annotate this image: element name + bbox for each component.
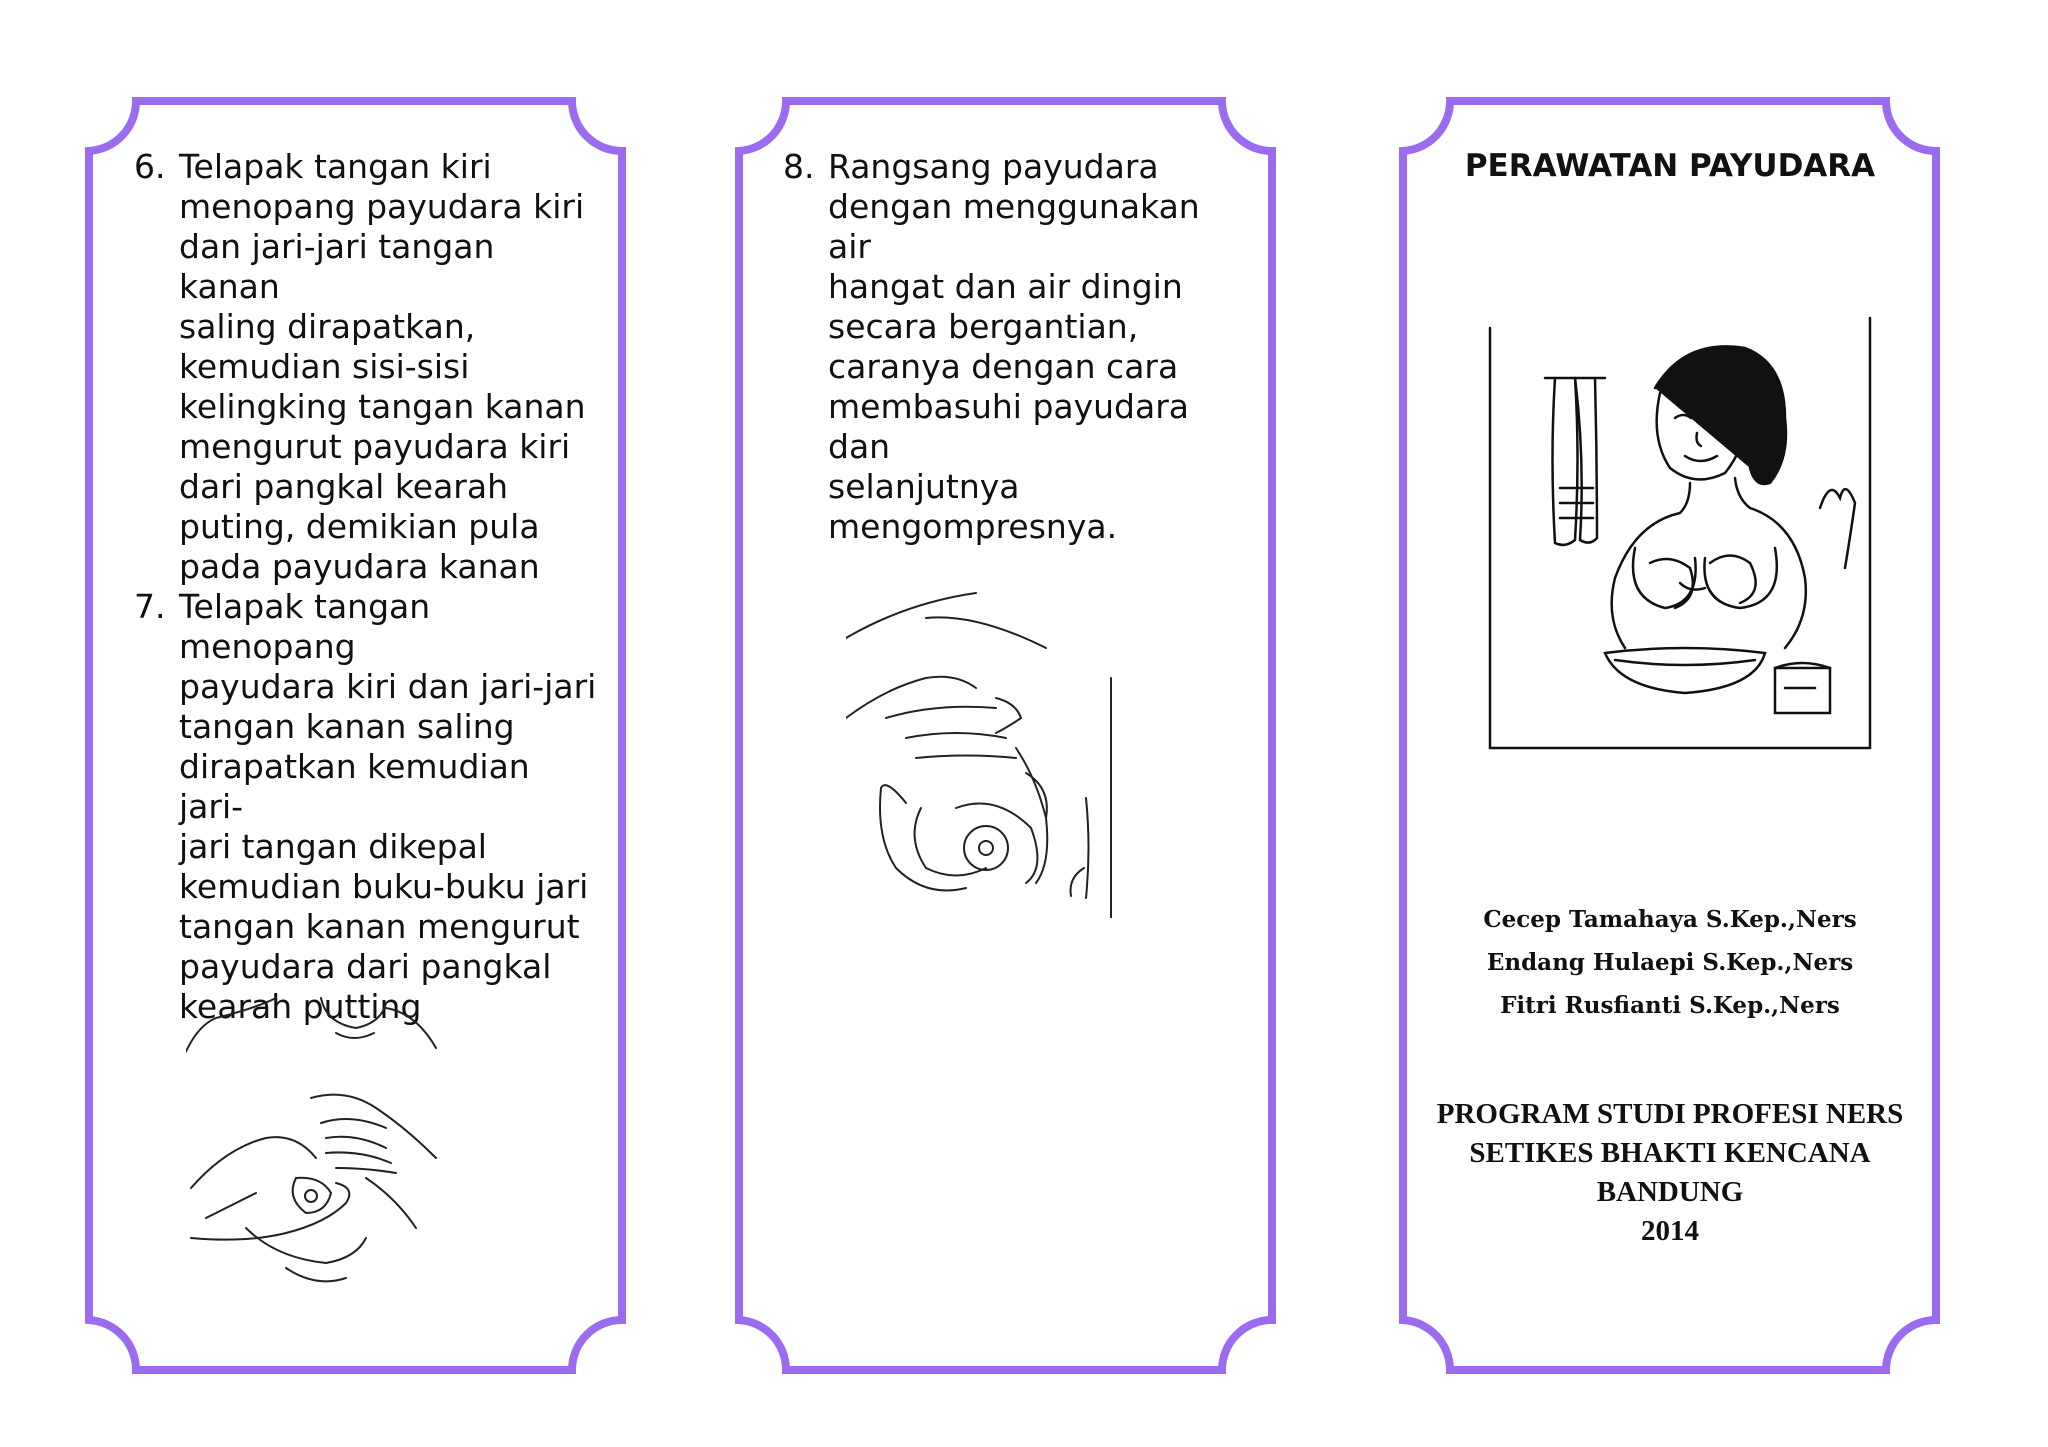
- step-line: tangan kanan mengurut: [179, 907, 580, 946]
- step-number: 8.: [783, 147, 815, 186]
- program-info: [1400, 1095, 1940, 1251]
- steps-list: [134, 147, 604, 1027]
- author-name: Cecep Tamahaya S.Kep.,Ners: [1483, 906, 1857, 933]
- step-line: mengompresnya.: [828, 507, 1118, 546]
- step-line: kemudian sisi-sisi: [179, 347, 470, 386]
- step-line: mengurut payudara kiri: [179, 427, 571, 466]
- step-line: dirapatkan kemudian jari-: [179, 747, 530, 826]
- step-line: kearah putting: [179, 987, 422, 1026]
- breast-washing-illustration: [846, 578, 1166, 918]
- step-line: kelingking tangan kanan: [179, 387, 586, 426]
- step-line: menopang payudara kiri: [179, 187, 585, 226]
- panel-steps-6-7: [86, 98, 626, 1373]
- step-line: dan jari-jari tangan kanan: [179, 227, 495, 306]
- step-line: tangan kanan saling: [179, 707, 515, 746]
- step-line: payudara dari pangkal: [179, 947, 552, 986]
- step-line: puting, demikian pula: [179, 507, 540, 546]
- step-line: Telapak tangan menopang: [179, 587, 431, 666]
- program-line: PROGRAM STUDI PROFESI NERS: [1436, 1098, 1904, 1130]
- step-line: jari tangan dikepal: [179, 827, 487, 866]
- step-number: 7.: [134, 587, 166, 626]
- step-line: dari pangkal kearah: [179, 467, 509, 506]
- step-line: kemudian buku-buku jari: [179, 867, 589, 906]
- step-line: hangat dan air dingin: [828, 267, 1183, 306]
- steps-list: [783, 147, 1253, 547]
- brochure-title: PERAWATAN PAYUDARA: [1464, 148, 1876, 184]
- step-8: [783, 147, 1253, 547]
- program-line: 2014: [1641, 1215, 1699, 1247]
- step-line: membasuhi payudara dan: [828, 387, 1190, 466]
- breast-massage-knuckles-illustration: [186, 988, 506, 1348]
- program-line: SETIKES BHAKTI KENCANA: [1469, 1137, 1871, 1169]
- author-name: Endang Hulaepi S.Kep.,Ners: [1486, 949, 1854, 976]
- step-line: saling dirapatkan,: [179, 307, 476, 346]
- step-line: secara bergantian,: [828, 307, 1139, 346]
- author-name: Fitri Rusfianti S.Kep.,Ners: [1500, 992, 1840, 1019]
- program-line: BANDUNG: [1596, 1176, 1744, 1208]
- step-line: Rangsang payudara: [828, 147, 1159, 186]
- panel-cover: [1400, 98, 1940, 1373]
- step-line: dengan menggunakan air: [828, 187, 1200, 266]
- step-line: pada payudara kanan: [179, 547, 540, 586]
- step-line: selanjutnya: [828, 467, 1020, 506]
- woman-breast-care-illustration: [1485, 308, 1875, 758]
- step-line: payudara kiri dan jari-jari: [179, 667, 597, 706]
- step-7: [134, 587, 604, 1027]
- step-number: 6.: [134, 147, 166, 186]
- step-6: [134, 147, 604, 587]
- step-line: Telapak tangan kiri: [179, 147, 492, 186]
- authors-list: [1400, 898, 1940, 1027]
- panel-step-8: [736, 98, 1276, 1373]
- step-line: caranya dengan cara: [828, 347, 1179, 386]
